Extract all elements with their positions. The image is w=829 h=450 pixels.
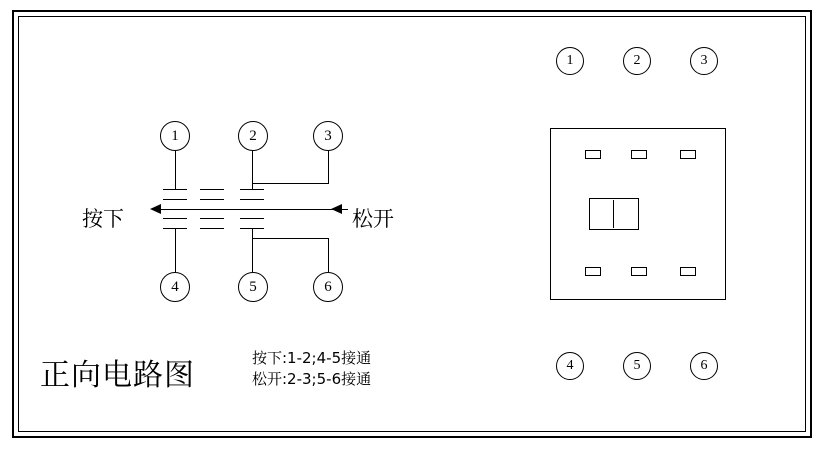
device-pad-3 [680,150,696,159]
lead-terminal-1 [175,151,176,189]
device-pad-2 [631,150,647,159]
device-terminal-1-label: 1 [566,53,574,68]
device-terminal-2 [623,47,651,75]
device-terminal-4-label: 4 [566,358,574,373]
terminal-5 [238,272,268,302]
terminal-6 [313,272,343,302]
terminal-3-label: 3 [324,127,332,144]
note-block [252,348,371,390]
terminal-5-label: 5 [249,278,257,295]
terminal-4 [160,272,190,302]
rocker-divider [613,200,614,228]
device-terminal-6-label: 6 [700,358,708,373]
contact-bar-8 [200,218,224,219]
device-terminal-1 [556,47,584,75]
actuator-line [163,209,348,210]
device-terminal-4 [556,352,584,380]
press-arrow-stem [158,209,172,210]
contact-bar-2 [200,189,224,190]
contact-bar-7 [163,218,187,219]
lead-terminal-3 [328,151,329,183]
lead-terminal-5 [252,228,253,272]
bus-top-to-terminal-3 [252,183,329,184]
diagram-title: 正向电路图 [40,358,195,393]
terminal-2 [238,121,268,151]
terminal-3 [313,121,343,151]
rocker-actuator[interactable] [589,198,639,230]
note-line-1: 按下:1-2;4-5接通 [252,349,372,367]
device-terminal-5 [623,352,651,380]
contact-bar-12 [240,228,264,229]
device-terminal-2-label: 2 [633,53,641,68]
contact-bar-6 [240,199,264,200]
lead-terminal-4 [175,228,176,272]
contact-bar-1 [163,189,187,190]
note-line-2: 松开:2-3;5-6接通 [252,370,372,388]
terminal-4-label: 4 [171,278,179,295]
terminal-2-label: 2 [249,127,257,144]
device-terminal-3 [690,47,718,75]
device-pad-1 [585,150,601,159]
contact-bar-5 [200,199,224,200]
device-terminal-3-label: 3 [700,53,708,68]
contact-bar-10 [163,228,187,229]
release-arrow-icon [331,204,342,214]
lead-terminal-6 [328,238,329,272]
terminal-6-label: 6 [324,278,332,295]
contact-bar-4 [163,199,187,200]
device-terminal-6 [690,352,718,380]
device-terminal-5-label: 5 [633,358,641,373]
device-pad-5 [631,267,647,276]
bus-bottom-to-terminal-6 [252,238,329,239]
contact-bar-11 [200,228,224,229]
contact-bar-3 [240,189,264,190]
contact-bar-9 [240,218,264,219]
press-label: 按下 [82,207,124,231]
device-pad-4 [585,267,601,276]
terminal-1-label: 1 [171,127,179,144]
terminal-1 [160,121,190,151]
release-label: 松开 [352,207,394,231]
device-pad-6 [680,267,696,276]
